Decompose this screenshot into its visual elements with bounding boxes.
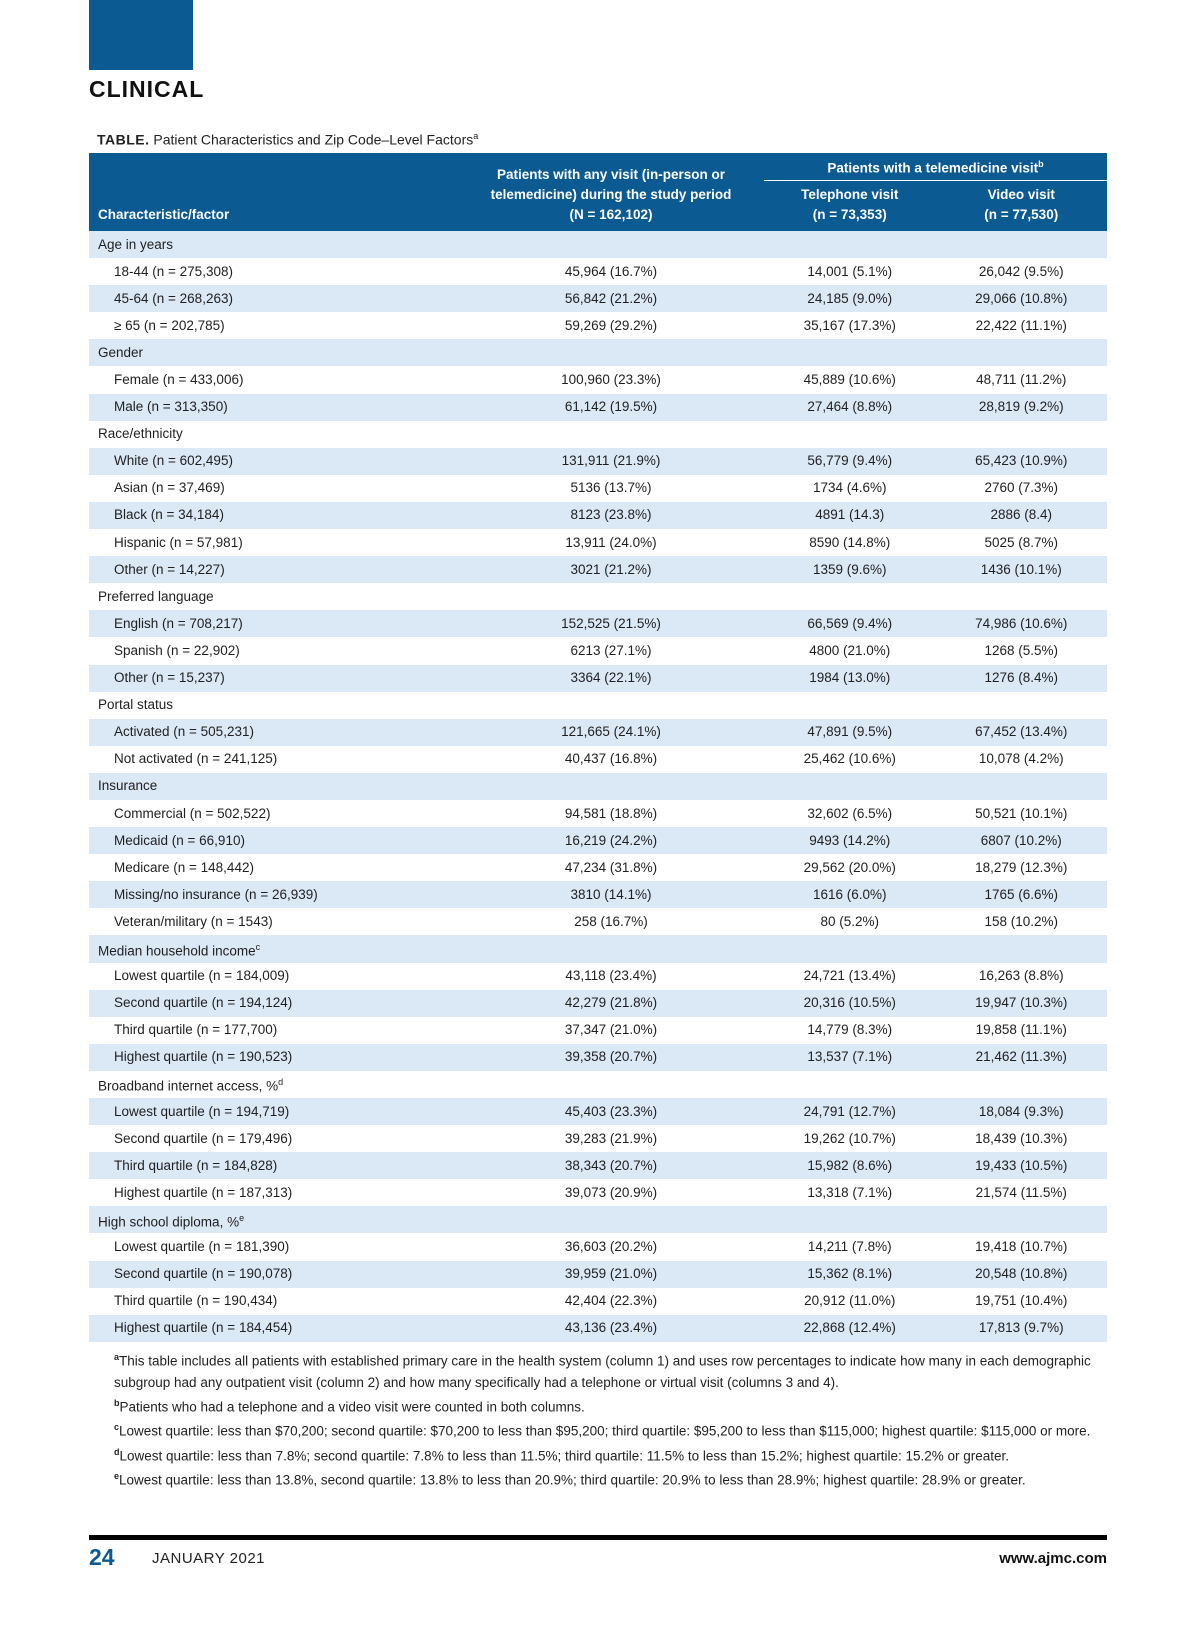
video-cell: 65,423 (10.9%) <box>936 448 1108 475</box>
header-telephone <box>764 181 936 232</box>
table-row <box>89 746 1107 773</box>
telephone-cell: 24,721 (13.4%) <box>764 963 936 990</box>
category-label <box>89 421 1107 448</box>
video-cell: 5025 (8.7%) <box>936 529 1108 556</box>
telephone-cell: 1734 (4.6%) <box>764 475 936 502</box>
category-label <box>89 231 1107 258</box>
telephone-cell: 14,211 (7.8%) <box>764 1233 936 1260</box>
telephone-cell: 13,318 (7.1%) <box>764 1179 936 1206</box>
any-visit-cell: 47,234 (31.8%) <box>458 854 764 881</box>
row-label: Third quartile (n = 177,700) <box>89 1017 458 1044</box>
category-label <box>89 339 1107 366</box>
category-footnote-mark: d <box>278 1077 284 1088</box>
video-cell: 1276 (8.4%) <box>936 665 1108 692</box>
any-visit-cell: 42,404 (22.3%) <box>458 1288 764 1315</box>
footnote-mark: d <box>114 1446 120 1457</box>
table-row <box>89 1233 1107 1260</box>
telephone-cell: 13,537 (7.1%) <box>764 1044 936 1071</box>
header-video-n: (n = 77,530) <box>984 207 1059 222</box>
header-telemedicine-mark: b <box>1038 159 1044 170</box>
header-characteristic: Characteristic/factor <box>89 153 458 231</box>
caption-label: TABLE. <box>97 131 150 148</box>
telephone-cell: 27,464 (8.8%) <box>764 394 936 421</box>
section-label: CLINICAL <box>89 76 205 102</box>
characteristics-table <box>89 153 1107 1342</box>
header-video-label: Video visit <box>987 187 1055 202</box>
table-row <box>89 1044 1107 1071</box>
row-label: Second quartile (n = 190,078) <box>89 1261 458 1288</box>
footnote-text: Patients who had a telephone and a video visit were counted in both columns. <box>119 1399 585 1414</box>
any-visit-cell: 94,581 (18.8%) <box>458 800 764 827</box>
row-label: Hispanic (n = 57,981) <box>89 529 458 556</box>
video-cell: 29,066 (10.8%) <box>936 285 1108 312</box>
row-label: Missing/no insurance (n = 26,939) <box>89 881 458 908</box>
video-cell: 19,858 (11.1%) <box>936 1017 1108 1044</box>
header-video <box>936 181 1108 232</box>
caption-text: Patient Characteristics and Zip Code–Level Factors <box>153 131 474 148</box>
category-label <box>89 692 1107 719</box>
row-label: Female (n = 433,006) <box>89 366 458 393</box>
table-row <box>89 990 1107 1017</box>
any-visit-cell: 5136 (13.7%) <box>458 475 764 502</box>
any-visit-cell: 3021 (21.2%) <box>458 556 764 583</box>
row-label: Second quartile (n = 194,124) <box>89 990 458 1017</box>
video-cell: 16,263 (8.8%) <box>936 963 1108 990</box>
video-cell: 10,078 (4.2%) <box>936 746 1108 773</box>
table-row <box>89 963 1107 990</box>
any-visit-cell: 3364 (22.1%) <box>458 665 764 692</box>
footnote-text: Lowest quartile: less than 7.8%; second quartile: 7.8% to less than 11.5%; third quartile: 11.5% to less than 15.2%; highest quartile: 15.2% or greater. <box>119 1448 1010 1463</box>
telephone-cell: 4891 (14.3) <box>764 502 936 529</box>
category-title: Age in years <box>98 236 174 252</box>
any-visit-cell: 59,269 (29.2%) <box>458 312 764 339</box>
telephone-cell: 22,868 (12.4%) <box>764 1315 936 1342</box>
telephone-cell: 56,779 (9.4%) <box>764 448 936 475</box>
video-cell: 1268 (5.5%) <box>936 637 1108 664</box>
row-label: Highest quartile (n = 190,523) <box>89 1044 458 1071</box>
row-label: ≥ 65 (n = 202,785) <box>89 312 458 339</box>
video-cell: 50,521 (10.1%) <box>936 800 1108 827</box>
any-visit-cell: 42,279 (21.8%) <box>458 990 764 1017</box>
caption-footnote-mark: a <box>473 131 479 141</box>
table-row <box>89 719 1107 746</box>
row-label: Commercial (n = 502,522) <box>89 800 458 827</box>
footnotes <box>114 1347 1104 1491</box>
table-row <box>89 475 1107 502</box>
any-visit-cell: 61,142 (19.5%) <box>458 394 764 421</box>
video-cell: 1436 (10.1%) <box>936 556 1108 583</box>
video-cell: 18,279 (12.3%) <box>936 854 1108 881</box>
any-visit-cell: 16,219 (24.2%) <box>458 827 764 854</box>
any-visit-cell: 38,343 (20.7%) <box>458 1152 764 1179</box>
table-caption <box>97 131 478 148</box>
row-label: White (n = 602,495) <box>89 448 458 475</box>
table-body <box>89 231 1107 1342</box>
telephone-cell: 14,001 (5.1%) <box>764 258 936 285</box>
video-cell: 26,042 (9.5%) <box>936 258 1108 285</box>
footnote-text: Lowest quartile: less than 13.8%, second quartile: 13.8% to less than 20.9%; third quartile: 20.9% to less than 28.9%; highest quartile: 28.9% or greater. <box>119 1472 1026 1488</box>
table-row <box>89 1152 1107 1179</box>
any-visit-cell: 39,358 (20.7%) <box>458 1044 764 1071</box>
table-row <box>89 448 1107 475</box>
row-label: Second quartile (n = 179,496) <box>89 1125 458 1152</box>
category-title: High school diploma, % <box>98 1214 240 1230</box>
category-row <box>89 773 1107 800</box>
table-row <box>89 394 1107 421</box>
footnote-mark: c <box>114 1422 120 1432</box>
category-footnote-mark: e <box>239 1212 245 1223</box>
telephone-cell: 9493 (14.2%) <box>764 827 936 854</box>
telephone-cell: 20,316 (10.5%) <box>764 990 936 1017</box>
category-row <box>89 1071 1107 1098</box>
category-title: Gender <box>98 344 144 360</box>
any-visit-cell: 40,437 (16.8%) <box>458 746 764 773</box>
header-any-visit <box>458 153 764 231</box>
video-cell: 18,084 (9.3%) <box>936 1098 1108 1125</box>
video-cell: 17,813 (9.7%) <box>936 1315 1108 1342</box>
telephone-cell: 80 (5.2%) <box>764 908 936 935</box>
table-row <box>89 556 1107 583</box>
row-label: Male (n = 313,350) <box>89 394 458 421</box>
category-title: Broadband internet access, % <box>98 1078 279 1094</box>
table-row <box>89 610 1107 637</box>
row-label: 45-64 (n = 268,263) <box>89 285 458 312</box>
row-label: Asian (n = 37,469) <box>89 475 458 502</box>
any-visit-cell: 45,403 (23.3%) <box>458 1098 764 1125</box>
row-label: Activated (n = 505,231) <box>89 719 458 746</box>
footnote-mark: e <box>114 1471 120 1481</box>
any-visit-cell: 45,964 (16.7%) <box>458 258 764 285</box>
table-row <box>89 827 1107 854</box>
page-number: 24 <box>89 1544 115 1570</box>
category-row <box>89 421 1107 448</box>
video-cell: 28,819 (9.2%) <box>936 394 1108 421</box>
category-title: Race/ethnicity <box>98 426 183 442</box>
table-row <box>89 366 1107 393</box>
issue-date: JANUARY 2021 <box>152 1550 266 1567</box>
telephone-cell: 32,602 (6.5%) <box>764 800 936 827</box>
telephone-cell: 45,889 (10.6%) <box>764 366 936 393</box>
telephone-cell: 47,891 (9.5%) <box>764 719 936 746</box>
footnote-text: This table includes all patients with established primary care in the health system (column 1) and uses row percentages to indicate how many in each demographic subgroup had any outpatient visit (column 2) and how many specifically had a telephone or virtual visit (columns 3 and 4). <box>114 1353 1091 1390</box>
telephone-cell: 24,185 (9.0%) <box>764 285 936 312</box>
header-telephone-n: (n = 73,353) <box>812 207 887 222</box>
category-label <box>89 935 1107 962</box>
brand-color-block <box>89 0 193 70</box>
header-any-visit-line1: Patients with any visit (in-person or <box>496 167 726 182</box>
any-visit-cell: 43,118 (23.4%) <box>458 963 764 990</box>
video-cell: 19,433 (10.5%) <box>936 1152 1108 1179</box>
any-visit-cell: 43,136 (23.4%) <box>458 1315 764 1342</box>
table-row <box>89 1261 1107 1288</box>
video-cell: 19,418 (10.7%) <box>936 1233 1108 1260</box>
footer-rule <box>89 1535 1107 1540</box>
any-visit-cell: 121,665 (24.1%) <box>458 719 764 746</box>
telephone-cell: 25,462 (10.6%) <box>764 746 936 773</box>
telephone-cell: 15,362 (8.1%) <box>764 1261 936 1288</box>
website-url: www.ajmc.com <box>999 1550 1107 1567</box>
category-label <box>89 773 1107 800</box>
table-row <box>89 1288 1107 1315</box>
header-any-visit-line2: telemedicine) during the study period <box>490 187 732 202</box>
video-cell: 21,574 (11.5%) <box>936 1179 1108 1206</box>
table-row <box>89 854 1107 881</box>
any-visit-cell: 152,525 (21.5%) <box>458 610 764 637</box>
row-label: Lowest quartile (n = 194,719) <box>89 1098 458 1125</box>
video-cell: 20,548 (10.8%) <box>936 1261 1108 1288</box>
category-title: Insurance <box>98 778 158 794</box>
category-label <box>89 583 1107 610</box>
category-row <box>89 583 1107 610</box>
video-cell: 19,947 (10.3%) <box>936 990 1108 1017</box>
video-cell: 6807 (10.2%) <box>936 827 1108 854</box>
table-row <box>89 258 1107 285</box>
any-visit-cell: 36,603 (20.2%) <box>458 1233 764 1260</box>
row-label: Medicaid (n = 66,910) <box>89 827 458 854</box>
category-footnote-mark: c <box>255 941 261 952</box>
category-title: Preferred language <box>98 588 214 604</box>
table-row <box>89 665 1107 692</box>
table-row <box>89 908 1107 935</box>
telephone-cell: 14,779 (8.3%) <box>764 1017 936 1044</box>
row-label: Other (n = 14,227) <box>89 556 458 583</box>
table-row <box>89 285 1107 312</box>
row-label: Highest quartile (n = 187,313) <box>89 1179 458 1206</box>
category-label <box>89 1071 1107 1098</box>
telephone-cell: 1984 (13.0%) <box>764 665 936 692</box>
telephone-cell: 1616 (6.0%) <box>764 881 936 908</box>
footnote <box>114 1417 1104 1442</box>
table-row <box>89 637 1107 664</box>
any-visit-cell: 39,283 (21.9%) <box>458 1125 764 1152</box>
table-row <box>89 529 1107 556</box>
table-row <box>89 881 1107 908</box>
row-label: Third quartile (n = 184,828) <box>89 1152 458 1179</box>
video-cell: 1765 (6.6%) <box>936 881 1108 908</box>
header-any-visit-n: (N = 162,102) <box>569 207 653 222</box>
telephone-cell: 4800 (21.0%) <box>764 637 936 664</box>
category-title: Portal status <box>98 697 174 713</box>
any-visit-cell: 39,073 (20.9%) <box>458 1179 764 1206</box>
video-cell: 74,986 (10.6%) <box>936 610 1108 637</box>
table-row <box>89 1179 1107 1206</box>
video-cell: 19,751 (10.4%) <box>936 1288 1108 1315</box>
row-label: English (n = 708,217) <box>89 610 458 637</box>
video-cell: 158 (10.2%) <box>936 908 1108 935</box>
any-visit-cell: 39,959 (21.0%) <box>458 1261 764 1288</box>
footnote <box>114 1393 1104 1418</box>
video-cell: 18,439 (10.3%) <box>936 1125 1108 1152</box>
telephone-cell: 8590 (14.8%) <box>764 529 936 556</box>
telephone-cell: 20,912 (11.0%) <box>764 1288 936 1315</box>
video-cell: 2886 (8.4) <box>936 502 1108 529</box>
row-label: Not activated (n = 241,125) <box>89 746 458 773</box>
row-label: Lowest quartile (n = 181,390) <box>89 1233 458 1260</box>
telephone-cell: 66,569 (9.4%) <box>764 610 936 637</box>
row-label: Other (n = 15,237) <box>89 665 458 692</box>
table-row <box>89 1315 1107 1342</box>
header-telemedicine-group <box>764 153 1107 181</box>
row-label: Spanish (n = 22,902) <box>89 637 458 664</box>
video-cell: 2760 (7.3%) <box>936 475 1108 502</box>
any-visit-cell: 258 (16.7%) <box>458 908 764 935</box>
telephone-cell: 24,791 (12.7%) <box>764 1098 936 1125</box>
table-row <box>89 1125 1107 1152</box>
footnote-mark: a <box>114 1352 120 1362</box>
footnote <box>114 1466 1104 1491</box>
any-visit-cell: 100,960 (23.3%) <box>458 366 764 393</box>
category-row <box>89 935 1107 962</box>
telephone-cell: 29,562 (20.0%) <box>764 854 936 881</box>
any-visit-cell: 37,347 (21.0%) <box>458 1017 764 1044</box>
category-label <box>89 1206 1107 1233</box>
footnote-mark: b <box>114 1397 120 1408</box>
table-row <box>89 1017 1107 1044</box>
any-visit-cell: 3810 (14.1%) <box>458 881 764 908</box>
category-row <box>89 1206 1107 1233</box>
row-label: Veteran/military (n = 1543) <box>89 908 458 935</box>
any-visit-cell: 6213 (27.1%) <box>458 637 764 664</box>
any-visit-cell: 131,911 (21.9%) <box>458 448 764 475</box>
any-visit-cell: 8123 (23.8%) <box>458 502 764 529</box>
video-cell: 67,452 (13.4%) <box>936 719 1108 746</box>
row-label: Black (n = 34,184) <box>89 502 458 529</box>
category-row <box>89 339 1107 366</box>
category-row <box>89 692 1107 719</box>
row-label: Medicare (n = 148,442) <box>89 854 458 881</box>
row-label: Third quartile (n = 190,434) <box>89 1288 458 1315</box>
video-cell: 48,711 (11.2%) <box>936 366 1108 393</box>
video-cell: 22,422 (11.1%) <box>936 312 1108 339</box>
table-row <box>89 312 1107 339</box>
telephone-cell: 1359 (9.6%) <box>764 556 936 583</box>
any-visit-cell: 13,911 (24.0%) <box>458 529 764 556</box>
table-row <box>89 502 1107 529</box>
header-telephone-label: Telephone visit <box>801 187 899 202</box>
video-cell: 21,462 (11.3%) <box>936 1044 1108 1071</box>
row-label: Lowest quartile (n = 184,009) <box>89 963 458 990</box>
row-label: Highest quartile (n = 184,454) <box>89 1315 458 1342</box>
category-title: Median household income <box>98 943 256 959</box>
telephone-cell: 35,167 (17.3%) <box>764 312 936 339</box>
header-telemedicine-text: Patients with a telemedicine visit <box>827 160 1039 176</box>
any-visit-cell: 56,842 (21.2%) <box>458 285 764 312</box>
footnote-text: Lowest quartile: less than $70,200; second quartile: $70,200 to less than $95,200; third quartile: $95,200 to less than $115,000; highest quartile: $115,000 or more. <box>119 1423 1091 1439</box>
telephone-cell: 19,262 (10.7%) <box>764 1125 936 1152</box>
row-label: 18-44 (n = 275,308) <box>89 258 458 285</box>
telephone-cell: 15,982 (8.6%) <box>764 1152 936 1179</box>
footnote <box>114 1442 1104 1467</box>
category-row <box>89 231 1107 258</box>
footnote <box>114 1347 1104 1393</box>
table-row <box>89 1098 1107 1125</box>
table-row <box>89 800 1107 827</box>
